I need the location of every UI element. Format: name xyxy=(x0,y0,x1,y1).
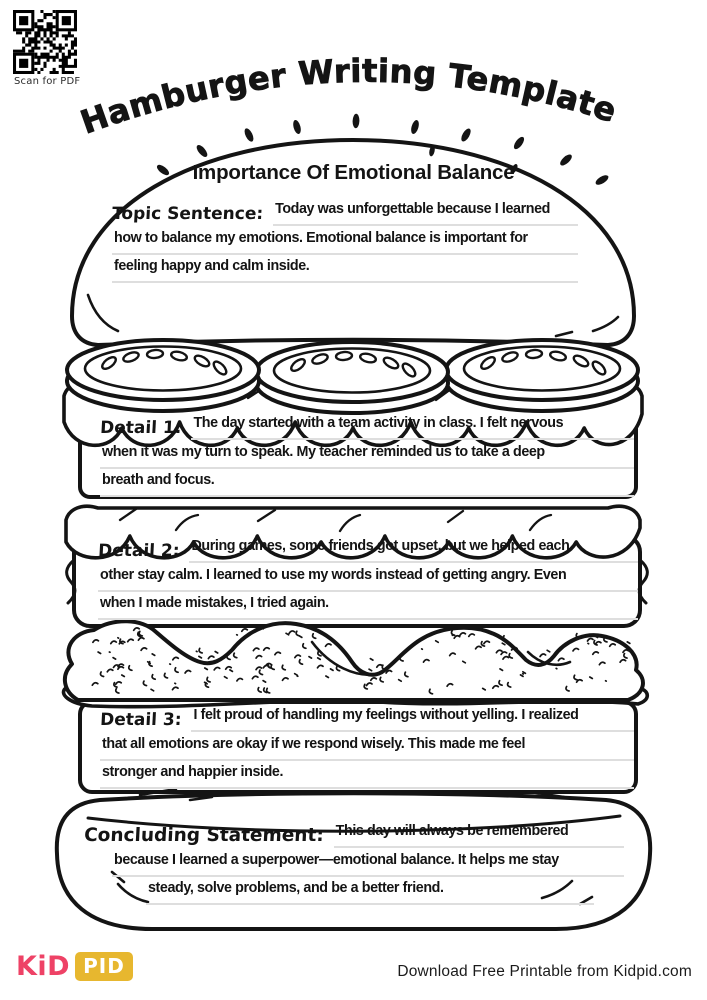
writing-line: when it was my turn to speak. My teacher reminded us to take a deep xyxy=(100,442,634,469)
writing-line: Today was unforgettable because I learned xyxy=(273,199,578,226)
writing-line: steady, solve problems, and be a better friend. xyxy=(146,878,594,905)
detail-2-label: Detail 2: xyxy=(97,540,181,561)
writing-line: During games, some friends got upset, but we helped each xyxy=(189,536,638,563)
writing-line: breath and focus. xyxy=(100,470,634,497)
writing-line: because I learned a superpower—emotional balance. It helps me stay xyxy=(112,850,624,877)
footer-note: Download Free Printable from Kidpid.com xyxy=(397,963,692,980)
kidpid-logo-kid: KiD xyxy=(16,951,71,982)
topic-sentence-section xyxy=(112,199,578,285)
qr-caption: Scan for PDF xyxy=(14,76,81,87)
kidpid-logo-pid-badge: PID xyxy=(75,952,133,981)
topic-sentence-label: Topic Sentence: xyxy=(111,203,264,224)
writing-line: how to balance my emotions. Emotional balance is important for xyxy=(112,228,578,255)
writing-line: other stay calm. I learned to use my words instead of getting angry. Even xyxy=(98,565,638,592)
writing-line: This day will always be remembered xyxy=(334,821,624,848)
detail-1-label: Detail 1: xyxy=(99,417,183,438)
tomato-layer xyxy=(67,340,638,413)
writing-line: feeling happy and calm inside. xyxy=(112,256,578,283)
detail-1-section xyxy=(100,413,634,499)
detail-3-label: Detail 3: xyxy=(99,709,183,730)
writing-line: that all emotions are okay if we respond wisely. This made me feel xyxy=(100,734,634,761)
writing-line: The day started with a team activity in class. I felt nervous xyxy=(191,413,634,440)
page-title: Hamburger Writing Template xyxy=(75,51,622,142)
kidpid-logo xyxy=(16,951,133,982)
concluding-statement-section xyxy=(84,821,624,907)
concluding-statement-label: Concluding Statement: xyxy=(83,824,325,846)
writing-line: stronger and happier inside. xyxy=(100,762,634,789)
writing-line: when I made mistakes, I tried again. xyxy=(98,593,638,620)
patty xyxy=(65,621,643,700)
essay-title: Importance Of Emotional Balance xyxy=(192,161,515,184)
detail-2-section xyxy=(98,536,638,622)
writing-line: I felt proud of handling my feelings without yelling. I realized xyxy=(191,705,634,732)
detail-3-section xyxy=(100,705,634,791)
